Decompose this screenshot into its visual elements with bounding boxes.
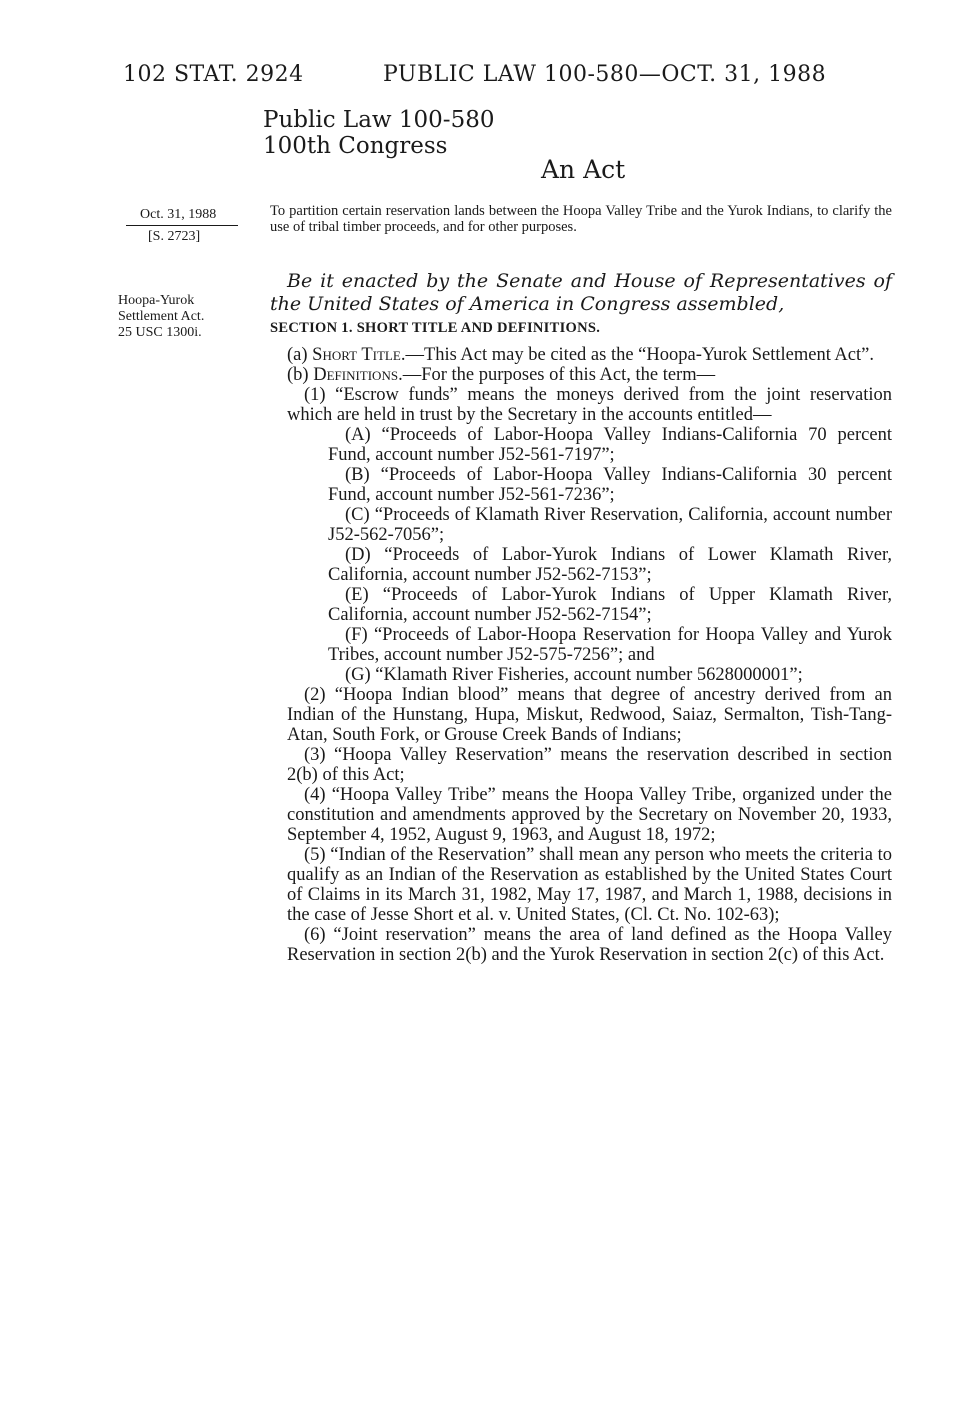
law-title-block — [263, 107, 494, 159]
subsection-b: (b) Definitions.—For the purposes of this Act, the term— — [287, 365, 716, 385]
an-act-heading: An Act — [541, 155, 626, 184]
margin-rule-divider — [126, 225, 238, 226]
running-title: PUBLIC LAW 100-580—OCT. 31, 1988 — [383, 62, 827, 87]
margin-usc-citation: 25 USC 1300i. — [118, 325, 202, 340]
margin-short-title-note — [118, 293, 204, 341]
definition-1-item-g: (G) “Klamath River Fisheries, account number 5628000001”; — [345, 665, 803, 685]
public-law-number: Public Law 100-580 — [263, 107, 495, 133]
definition-6: (6) “Joint reservation” means the area of land defined as the Hoopa Valley Reservation in section 2(b) and the Yurok Reservation in section 2(c) of this Act. — [287, 925, 892, 965]
definition-1-item-f: (F) “Proceeds of Labor-Hoopa Reservation for Hoopa Valley and Yurok Tribes, account number J52-575-7256”; and — [328, 625, 892, 665]
section-heading: SECTION 1. SHORT TITLE AND DEFINITIONS. — [270, 320, 601, 336]
subsection-a: (a) Short Title.—This Act may be cited as the “Hoopa-Yurok Settlement Act”. — [287, 345, 874, 365]
margin-date: Oct. 31, 1988 — [140, 207, 217, 222]
definition-3: (3) “Hoopa Valley Reservation” means the reservation described in section 2(b) of this Act; — [287, 745, 892, 785]
subsection-b-caption: Definitions — [313, 365, 399, 385]
definition-5: (5) “Indian of the Reservation” shall mean any person who meets the criteria to qualify as an Indian of the Reservation as established by the United States Court of Claims in its March 31, 1982, May 17, 1987, and March 1, 1988, decisions in the case of Jesse Short et al. v. United States, (Cl. Ct. No. 102-63); — [287, 845, 892, 925]
definition-1-item-d: (D) “Proceeds of Labor-Yurok Indians of Lower Klamath River, California, account number J52-562-7153”; — [328, 545, 892, 585]
subsection-a-caption: Short Title — [312, 345, 401, 365]
margin-short-title-line-2: Settlement Act. — [118, 309, 205, 324]
definition-4: (4) “Hoopa Valley Tribe” means the Hoopa Valley Tribe, organized under the constitution and amendments approved by the Secretary on November 20, 1933, September 4, 1952, August 9, 1963, and August 18, 1972; — [287, 785, 892, 845]
definition-1-item-a: (A) “Proceeds of Labor-Hoopa Valley Indians-California 70 percent Fund, account number J52-561-7197”; — [328, 425, 892, 465]
congress-number: 100th Congress — [263, 133, 448, 159]
definition-1: (1) “Escrow funds” means the moneys derived from the joint reservation which are held in trust by the Secretary in the accounts entitled— — [287, 385, 892, 425]
enacting-clause: Be it enacted by the Senate and House of Representatives of the United States of America in Congress assembled, — [270, 270, 892, 315]
definition-1-item-e: (E) “Proceeds of Labor-Yurok Indians of Upper Klamath River, California, account number J52-562-7154”; — [328, 585, 892, 625]
margin-short-title-line-1: Hoopa-Yurok — [118, 293, 195, 308]
section-body — [270, 345, 892, 965]
act-purpose: To partition certain reservation lands between the Hoopa Valley Tribe and the Yurok Indians, to clarify the use of tribal timber proceeds, and for other purposes. — [270, 203, 892, 235]
page-reference: 102 STAT. 2924 — [123, 62, 304, 87]
definition-1-item-c: (C) “Proceeds of Klamath River Reservation, California, account number J52-562-7056”; — [328, 505, 892, 545]
definition-1-item-b: (B) “Proceeds of Labor-Hoopa Valley Indians-California 30 percent Fund, account number J52-561-7236”; — [328, 465, 892, 505]
margin-bill-number: [S. 2723] — [148, 229, 201, 244]
definition-2: (2) “Hoopa Indian blood” means that degree of ancestry derived from an Indian of the Hunstang, Hupa, Miskut, Redwood, Saiaz, Sermalton, Tish-Tang-Atan, South Fork, or Grouse Creek Bands of Indians; — [287, 685, 892, 745]
